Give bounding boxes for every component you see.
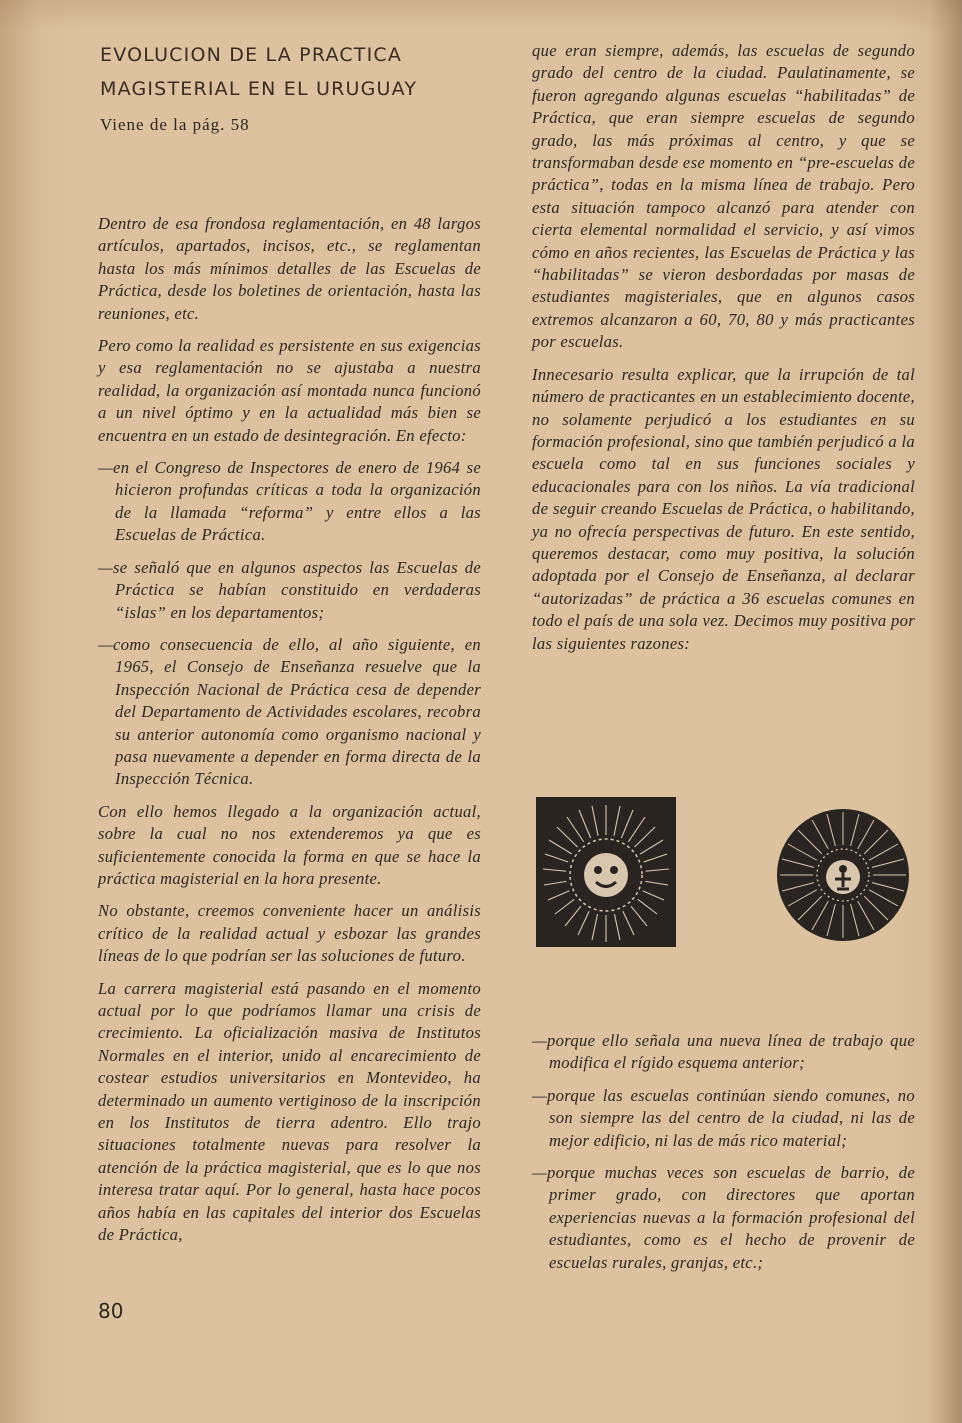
article-title-line-2: MAGISTERIAL EN EL URUGUAY (100, 78, 418, 100)
paragraph: Pero como la realidad es persistente en sus exigencias y esa reglamentación no se ajustaba a nuestra realidad, la organización así montada nunca funcionó a un nivel óptimo y en la actualidad más bien se encuentra en un estado de desintegración. En efecto: (98, 336, 481, 445)
dash-item: —en el Congreso de Inspectores de enero de 1964 se hicieron profundas críticas a toda la organización de la llamada “reforma” y entre ellos a las Escuelas de Práctica. (98, 458, 481, 545)
right-text-column-bottom (532, 1030, 915, 1284)
article-title-line-1: EVOLUCION DE LA PRACTICA (100, 44, 403, 66)
square-sun-emblem-icon (536, 797, 676, 947)
left-text-column (98, 213, 481, 1256)
paragraph: Dentro de esa frondosa reglamentación, en 48 largos artículos, apartados, incisos, etc., se reglamentan hasta los más mínimos detalles de las Escuelas de Práctica, desde los boletines de orientación, hasta las reuniones, etc. (98, 214, 481, 323)
dash-item: —porque ello señala una nueva línea de trabajo que modifica el rígido esquema anterior; (532, 1031, 915, 1073)
round-sun-emblem-icon (775, 807, 911, 943)
continued-from-note: Viene de la pág. 58 (100, 115, 250, 134)
paragraph: Con ello hemos llegado a la organización actual, sobre la cual no nos extenderemos ya que es suficientemente conocida la forma en que se hace la práctica magisterial en la hora presente. (98, 801, 481, 888)
dash-item: —se señaló que en algunos aspectos las Escuelas de Práctica se habían constituido en verdaderas “islas” en los departamentos; (98, 557, 481, 622)
right-text-column-top (532, 40, 915, 665)
paragraph: que eran siempre, además, las escuelas de segundo grado del centro de la ciudad. Paulatinamente, se fueron agregando algunas escuelas “habilitadas” de Práctica, que eran siempre escuelas de segundo grado, las más próximas al centro, y que se transformaban desde ese momento en “pre-escuelas de práctica”, todas en la misma línea de trabajo. Pero esta situación tampoco alcanzó para atender con cierta elemental normalidad el servicio, y así vimos cómo en años recientes, las Escuelas de Práctica y las “habilitadas” se vieron desbordadas por masas de estudiantes magisteriales, que en algunos casos extremos alcanzaron a 60, 70, 80 y más practicantes por escuelas. (532, 41, 915, 352)
paragraph: No obstante, creemos conveniente hacer un análisis crítico de la realidad actual y esbozar las grandes líneas de lo que podrían ser las soluciones de futuro. (98, 901, 481, 966)
paragraph: Innecesario resulta explicar, que la irrupción de tal número de practicantes en un establecimiento docente, no solamente perjudicó a los estudiantes en su formación profesional, sino que también perjudicó a la escuela como tal en sus funciones sociales y educacionales para con los niños. La vía tradicional de seguir creando Escuelas de Práctica, o habilitando, ya no ofrecía perspectivas de futuro. En este sentido, queremos destacar, como muy positiva, la solución adoptada por el Consejo de Enseñanza, al declarar “autorizadas” de práctica a 36 escuelas comunes en todo el país de una sola vez. Decimos muy positiva por las siguientes razones: (532, 364, 915, 653)
dash-item: —como consecuencia de ello, al año siguiente, en 1965, el Consejo de Enseñanza resuelve que la Inspección Nacional de Práctica cesa de depender del Departamento de Actividades escolares, recobra su anterior autonomía como organismo nacional y pasa nuevamente a depender en forma directa de la Inspección Técnica. (98, 634, 481, 789)
page-number: 80 (98, 1299, 124, 1323)
dash-item: —porque muchas veces son escuelas de barrio, de primer grado, con directores que aportan experiencias nuevas a la formación profesional del estudiantes, como es el hecho de provenir de escuelas rurales, granjas, etc.; (532, 1163, 915, 1272)
dash-item: —porque las escuelas continúan siendo comunes, no son siempre las del centro de la ciudad, ni las de mejor edificio, ni las de más rico material; (532, 1085, 915, 1150)
paragraph: La carrera magisterial está pasando en el momento actual por lo que podríamos llamar una crisis de crecimiento. La oficialización masiva de Institutos Normales en el interior, unido al encarecimiento de costear estudios universitarios en Montevideo, ha determinado un aumento vertiginoso de la inscripción en los Institutos de tierra adentro. Ello trajo situaciones totalmente nuevas para resolver la atención de la práctica magisterial, que es lo que nos interesa tratar aquí. Por lo general, hasta hace pocos años había en las capitales del interior dos Escuelas de Práctica, (98, 978, 481, 1245)
